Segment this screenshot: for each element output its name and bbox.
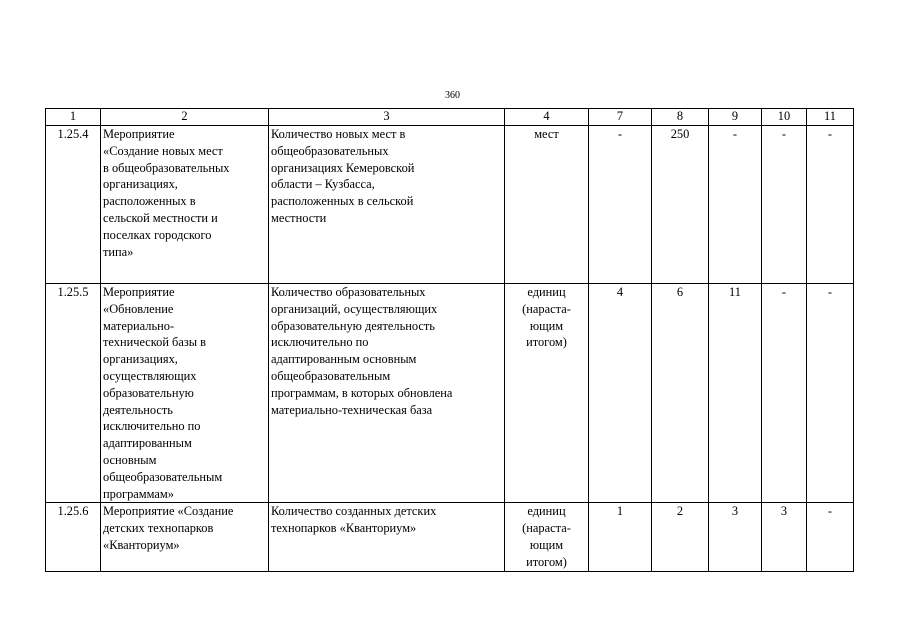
unit-cell: единиц (нараста- ющим итогом) [505, 503, 589, 571]
value-cell-col8: 6 [652, 284, 709, 503]
event-cell: Мероприятие «Создание детских технопарков «Кванториум» [101, 503, 269, 571]
column-header: 1 [46, 109, 101, 126]
table-row [46, 503, 854, 571]
value-cell-col11: - [807, 503, 854, 571]
page-number: 360 [445, 90, 460, 101]
header-row [46, 109, 854, 126]
value-cell-col7: - [589, 126, 652, 284]
indicator-cell: Количество новых мест в общеобразовательных организациях Кемеровской области – Кузбасса, расположенных в сельской местности [269, 126, 505, 284]
value-cell-col9: 3 [709, 503, 762, 571]
indicators-table [45, 108, 854, 572]
column-header: 4 [505, 109, 589, 126]
value-cell-col9: - [709, 126, 762, 284]
value-cell-col9: 11 [709, 284, 762, 503]
column-header: 10 [762, 109, 807, 126]
value-cell-col7: 4 [589, 284, 652, 503]
column-header: 9 [709, 109, 762, 126]
column-header: 2 [101, 109, 269, 126]
value-cell-col10: - [762, 126, 807, 284]
column-header: 3 [269, 109, 505, 126]
column-header: 8 [652, 109, 709, 126]
unit-cell: единиц (нараста- ющим итогом) [505, 284, 589, 503]
row-code: 1.25.4 [46, 126, 101, 284]
value-cell-col11: - [807, 126, 854, 284]
value-cell-col7: 1 [589, 503, 652, 571]
table-row [46, 126, 854, 284]
row-code: 1.25.6 [46, 503, 101, 571]
event-cell: Мероприятие «Создание новых мест в общеобразовательных организациях, расположенных в сельской местности и поселках городского типа» [101, 126, 269, 284]
column-header: 11 [807, 109, 854, 126]
column-header: 7 [589, 109, 652, 126]
value-cell-col10: 3 [762, 503, 807, 571]
value-cell-col8: 250 [652, 126, 709, 284]
indicator-cell: Количество образовательных организаций, осуществляющих образовательную деятельность исключительно по адаптированным основным общеобразовательным программам, в которых обновлена материально-техническая база [269, 284, 505, 503]
row-code: 1.25.5 [46, 284, 101, 503]
event-cell: Мероприятие «Обновление материально- технической базы в организациях, осуществляющих образовательную деятельность исключительно по адаптированным основным общеобразовательным программам» [101, 284, 269, 503]
table-row [46, 284, 854, 503]
value-cell-col8: 2 [652, 503, 709, 571]
unit-cell: мест [505, 126, 589, 284]
value-cell-col10: - [762, 284, 807, 503]
indicator-cell: Количество созданных детских технопарков «Кванториум» [269, 503, 505, 571]
value-cell-col11: - [807, 284, 854, 503]
